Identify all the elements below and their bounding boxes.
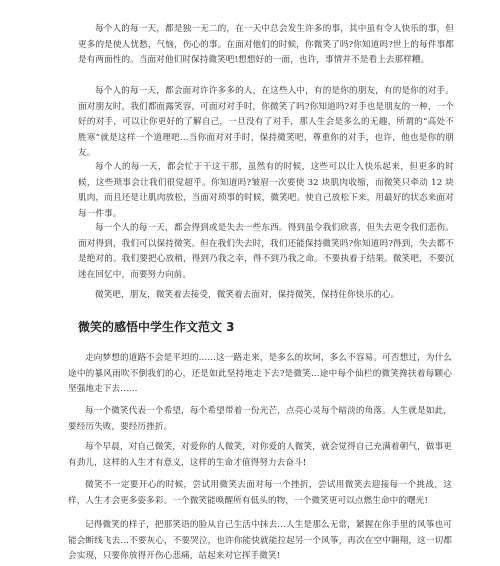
- paragraph-smile-at-setbacks: 微笑不一定要开心的时候，尝试用微笑去面对每一个挫折，尝试用微笑去迎接每一个挑战，这样，人生才会更多姿多彩。一个微笑能唤醒所有低头的物，一个微笑更可以点燃生命中的曙光!: [68, 480, 452, 506]
- paragraph-road-to-dreams: 走向梦想的道路不会是平坦的……这一路走来，是多么的坎坷，多么不容易。可否想过，为什么途中的暴风雨吹不倒我们的心，还是如此坚持地走下去?是微笑…途中每个仙栏的微笑搀扶着每颗心坚强地走下去……: [68, 353, 452, 394]
- paragraph-hope: 每一个微笑代表一个希望，每个希望带着一份光芒，点亮心灵每个暗淡的角落。人生就是如此，要经历失败，要经历挫折。: [68, 406, 452, 432]
- paragraph-morning-smile: 每个早晨，对自己微笑，对爱你的人微笑，对你爱的人微笑，就会觉得自己充满着朝气，做事更有劲儿，这样的人生才有意义，这样的生命才值得努力去奋斗!: [68, 442, 452, 468]
- paragraph-friends-and-rivals: 每个人的每一天，都会面对许许多多的人，在这些人中，有的是你的朋友，有的是你的对手。面对朋友时，我们都面露笑容，可面对对手时，你微笑了吗?你知道吗?对手也是朋友的一种，一个好的对手，可以让你更好的了解自己，一旦没有了对手，那人生会是多么的无趣，所谓的“高处不胜寒”就是这样一个道理吧…当你面对对手时，保持微笑吧，尊重你的对手，也许，他也是你的朋友。: [78, 86, 454, 158]
- paragraph-closing-smile: 微笑吧，朋友，微笑着去接受，微笑着去面对，保持微笑，保持住你快乐的心。: [95, 290, 400, 300]
- article-heading: 微笑的感悟中学生作文范文 3: [78, 320, 235, 334]
- paragraph-daily-chores: 每个人的每一天，都会忙于干这干那，虽然有的时候，这些可以让人快乐起来，但更多的时候，这些琐事会让我们很觉超乎。你知道吗?皱眉一次要使 32 块肌肉收缩，而微笑只牵动 12 块肌肉，而且还是让肌肉放松，当面对琐事的时候，微笑吧。使自己放松下来，用最好的状态来面对每一件事。: [78, 162, 454, 219]
- paragraph-daily-uniqueness: 每个人的每一天，都是独一无二的，在一天中总会发生许多的事，其中虽有令人快乐的事，但更多的是使人忧愁，气恼，伤心的事。在面对他们的时候，你微笑了吗?你知道吗?世上的每件事都是有两面性的。当面对他们时保持微笑吧!想想好的一面，也许，事情并不是看上去那样糟。: [78, 24, 454, 65]
- paragraph-remember-smile: 记得微笑的样子，把那笑语的脸从自己生活中抹去…人生是那么无常，紧握在你手里的风筝也可能会断线飞去…不要灰心，不要哭泣，也许你能快就能拉起另一个风筝，再次在空中翱翔，这一切都会实现，只要你放得开伤心悲痛，站起来对它挥手微笑!: [68, 520, 452, 561]
- paragraph-gain-and-loss: 每一个人的每一天，都会得到或是失去一些东西。得到虽令我们欣喜，但失去更令我们悲伤。面对得到，我们可以保持微笑。但在我们失去时，我们还能保持微笑吗?你知道吗?得到，失去都不是绝对的。我们要把心放稍，得到乃我之幸，得不到乃我之命。不要执着于结果。微笑吧，不要沉迷在回忆中，而要努力向前。: [78, 223, 454, 280]
